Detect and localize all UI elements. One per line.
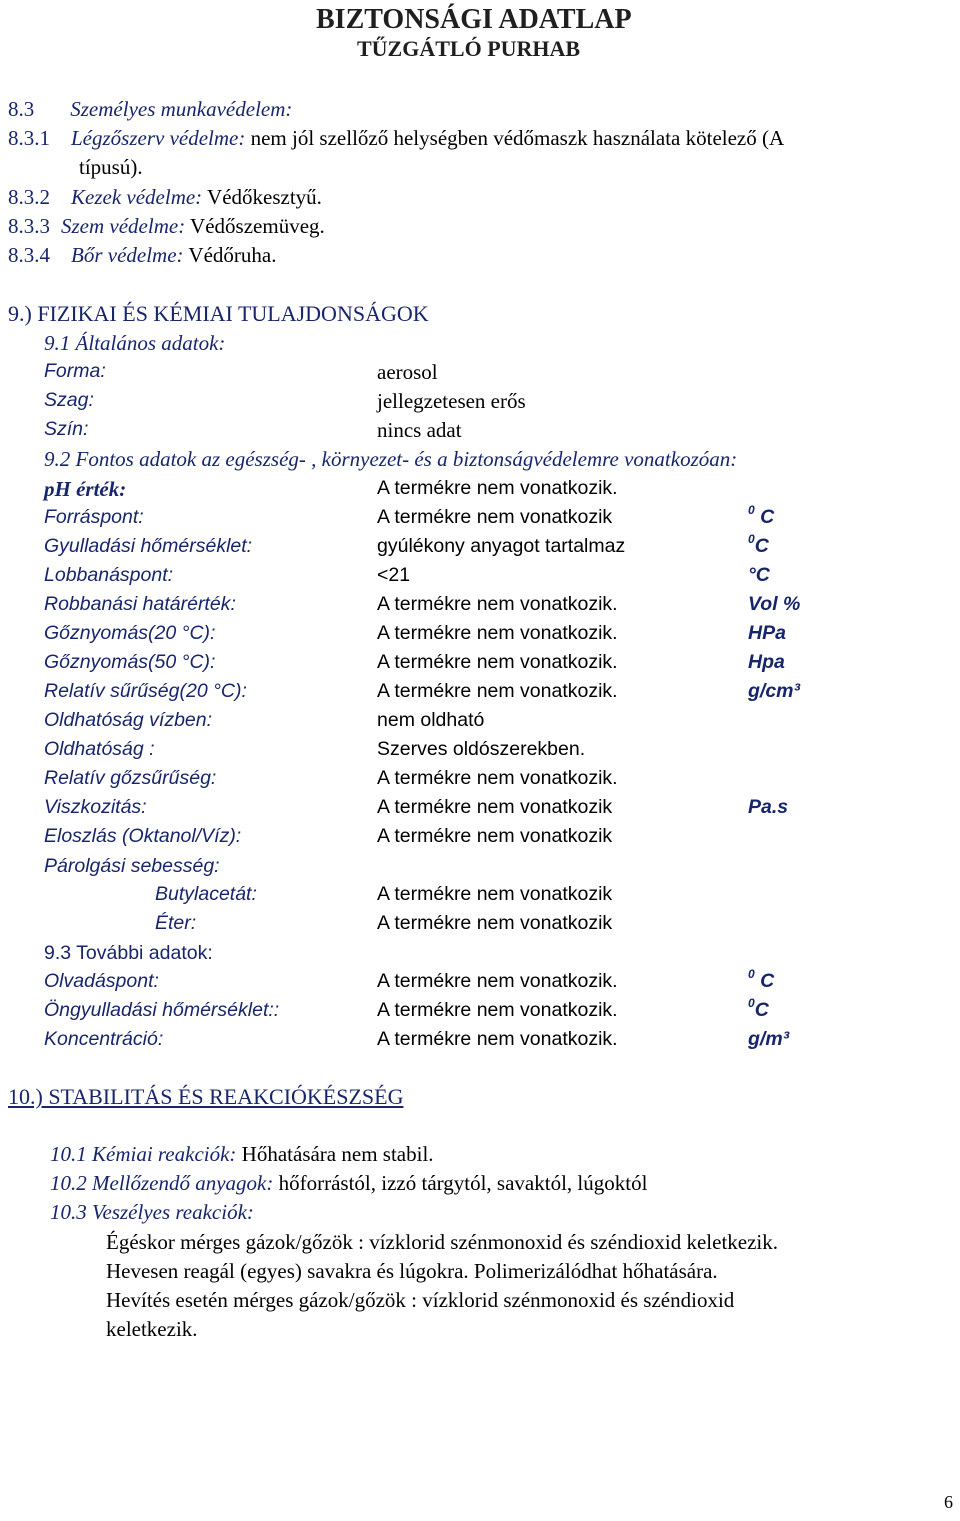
unit-superscript: 0 [748,966,755,981]
reaction-label: 10.2 Mellőzendő anyagok: [50,1171,274,1195]
item-number: 8.3.2 [8,185,50,209]
extra-property-row [44,995,944,1023]
property-label: Gőznyomás(50 °C): [44,651,216,673]
document-title: BIZTONSÁGI ADATLAP [316,4,632,35]
section-9-3-heading: 9.3 További adatok: [44,942,213,964]
page-number: 6 [944,1492,953,1512]
property-value: A termékre nem vonatkozik. [377,622,618,644]
property-label: Öngyulladási hőmérséklet:: [44,999,280,1021]
property-value: gyúlékony anyagot tartalmaz [377,535,626,557]
evap-row-butylacetate [44,883,944,907]
property-label: Oldhatóság vízben: [44,709,213,731]
property-label: Lobbanáspont: [44,564,174,586]
general-row-form [44,360,944,384]
extra-property-row [44,966,944,994]
property-label: Viszkozitás: [44,796,147,818]
unit-text: HPa [748,622,786,644]
general-row-color [44,418,944,442]
unit-superscript: 0 [748,995,755,1010]
property-value: Szerves oldószerekben. [377,738,586,760]
property-label: Relatív gőzsűrűség: [44,767,217,789]
item-8-3-1-continued: típusú). [79,155,143,179]
property-unit [748,1028,789,1051]
property-value: A termékre nem vonatkozik [377,825,613,847]
unit-text: Hpa [748,651,785,673]
item-8-3-3 [8,214,325,238]
product-name: TŰZGÁTLÓ PURHAB [357,36,581,61]
property-value: <21 [377,564,411,586]
reaction-label: 10.1 Kémiai reakciók: [50,1142,237,1166]
property-unit [748,651,785,674]
property-unit [748,995,769,1022]
general-row-odor [44,389,944,413]
property-value: nincs adat [377,418,462,442]
item-label: Kezek védelme: [71,185,203,209]
property-unit [748,593,800,616]
unit-text: g/cm³ [748,680,801,702]
property-label: Éter: [155,912,197,934]
reaction-line: Hevítés esetén mérges gázok/gőzök : vízklorid szénmonoxid és széndioxid [106,1288,735,1312]
item-number: 8.3.1 [8,126,50,150]
reaction-10-3-label: 10.3 Veszélyes reakciók: [50,1200,254,1224]
property-label: pH érték: [44,477,127,501]
property-label: Koncentráció: [44,1028,164,1050]
item-text: Védőruha. [183,243,277,267]
section-9-1-heading: 9.1 Általános adatok: [44,331,226,355]
unit-superscript: 0 [748,502,755,517]
property-value: A termékre nem vonatkozik. [377,680,618,702]
property-value: A termékre nem vonatkozik [377,912,613,934]
property-unit [748,564,770,587]
property-label: Gyulladási hőmérséklet: [44,535,253,557]
property-row [44,651,944,675]
property-value: A termékre nem vonatkozik. [377,593,618,615]
property-label: Forma: [44,360,106,382]
item-8-3-1 [8,126,784,150]
property-label: Szag: [44,389,94,411]
property-row [44,738,944,762]
section-8-3-heading [8,97,292,121]
item-label: Légzőszerv védelme: [71,126,246,150]
property-label: Olvadáspont: [44,970,159,992]
property-row [44,680,944,704]
property-label: Gőznyomás(20 °C): [44,622,216,644]
section-9-2-heading: 9.2 Fontos adatok az egészség- , környezet- és a biztonságvédelemre vonatkozóan: [44,447,738,471]
property-value: A termékre nem vonatkozik. [377,1028,618,1050]
property-value: jellegzetesen erős [377,389,526,413]
property-label: Relatív sűrűség(20 °C): [44,680,247,702]
property-unit [748,622,786,645]
item-text: Védőszemüveg. [185,214,325,238]
unit-text: °C [748,564,770,586]
property-row [44,502,944,530]
property-value: A termékre nem vonatkozik. [377,477,618,499]
unit-text: Vol % [748,593,801,615]
item-number: 8.3.3 [8,214,50,238]
item-label: Szem védelme: [61,214,186,238]
reaction-line: keletkezik. [106,1317,198,1341]
reaction-text: hőforrástól, izzó tárgytól, savaktól, lúgoktól [273,1171,648,1195]
property-row [44,531,944,559]
reaction-10-2 [50,1171,647,1195]
property-value: A termékre nem vonatkozik [377,796,613,818]
item-8-3-2 [8,185,322,209]
unit-superscript: 0 [748,531,755,546]
extra-property-row [44,1028,944,1052]
property-value: A termékre nem vonatkozik [377,883,613,905]
property-value: nem oldható [377,709,485,731]
item-number: 8.3.4 [8,243,50,267]
section-number: 8.3 [8,97,35,121]
property-label: Robbanási határérték: [44,593,236,615]
reaction-10-1 [50,1142,434,1166]
unit-text: g/m³ [748,1028,790,1050]
unit-text: C [754,970,775,992]
unit-text: Pa.s [748,796,789,818]
property-row [44,622,944,646]
section-9-heading: 9.) FIZIKAI ÉS KÉMIAI TULAJDONSÁGOK [8,301,429,326]
property-value: A termékre nem vonatkozik. [377,651,618,673]
property-unit [748,502,775,529]
reaction-line: Hevesen reagál (egyes) savakra és lúgokra. Polimerizálódhat hőhatására. [106,1259,718,1283]
property-label: Oldhatóság : [44,738,155,760]
property-row [44,825,944,849]
property-label: Butylacetát: [155,883,257,905]
property-label: Szín: [44,418,89,440]
unit-text: C [754,506,775,528]
property-label: Forráspont: [44,506,144,528]
property-value: A termékre nem vonatkozik. [377,767,618,789]
item-text: nem jól szellőző helységben védőmaszk használata kötelező (A [245,126,785,150]
property-unit [748,680,800,703]
property-value: A termékre nem vonatkozik. [377,999,618,1021]
property-row [44,564,944,588]
property-value: A termékre nem vonatkozik [377,506,613,528]
property-row [44,796,944,820]
item-8-3-4 [8,243,276,267]
property-row [44,709,944,733]
property-row [44,767,944,791]
property-unit [748,796,788,819]
property-row-ph [44,477,944,501]
property-value: A termékre nem vonatkozik. [377,970,618,992]
evaporation-heading: Párolgási sebesség: [44,855,220,877]
unit-text: C [754,999,769,1021]
reaction-text: Hőhatására nem stabil. [236,1142,434,1166]
reaction-line: Égéskor mérges gázok/gőzök : vízklorid szénmonoxid és széndioxid keletkezik. [106,1230,779,1254]
property-unit [748,531,769,558]
item-label: Bőr védelme: [71,243,184,267]
section-title: Személyes munkavédelem: [70,97,293,121]
unit-text: C [754,535,769,557]
property-label: Eloszlás (Oktanol/Víz): [44,825,242,847]
property-unit [748,966,775,993]
evap-row-ether [44,912,944,936]
property-row [44,593,944,617]
item-text: Védőkesztyű. [202,185,322,209]
property-value: aerosol [377,360,438,384]
section-10-heading: 10.) STABILITÁS ÉS REAKCIÓKÉSZSÉG [8,1084,404,1109]
